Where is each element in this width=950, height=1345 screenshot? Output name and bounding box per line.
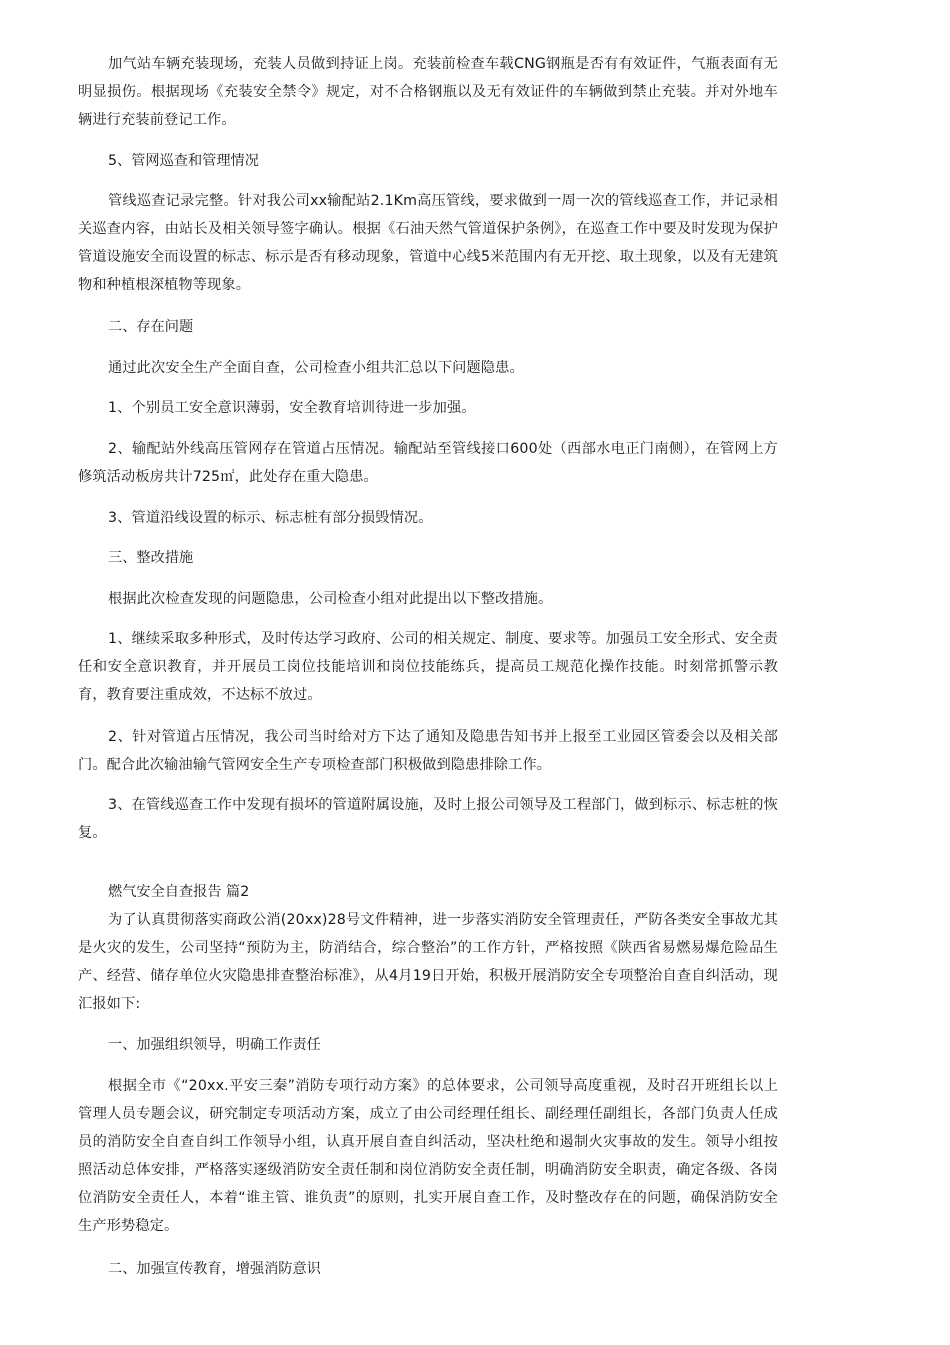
paragraph-problems-intro: 通过此次安全生产全面自查，公司检查小组共汇总以下问题隐患。 xyxy=(108,360,524,376)
heading-existing-problems: 二、存在问题 xyxy=(108,319,194,335)
paragraph-rectification-intro: 根据此次检查发现的问题隐患，公司检查小组对此提出以下整改措施。 xyxy=(108,591,553,607)
heading-pipeline-inspection: 5、管网巡查和管理情况 xyxy=(108,153,259,169)
paragraph-problem-1: 1、个别员工安全意识薄弱，安全教育培训待进一步加强。 xyxy=(108,400,476,416)
heading-rectification: 三、整改措施 xyxy=(108,550,194,566)
paragraph-measure-3: 3、在管线巡查工作中发现有损坏的管道附属设施，及时上报公司领导及工程部门，做到标示、标志桩的恢复。 xyxy=(78,797,778,841)
paragraph-organization: 根据全市《“20xx.平安三秦”消防专项行动方案》的总体要求，公司领导高度重视，及时召开班组长以上管理人员专题会议，研究制定专项活动方案，成立了由公司经理任组长、副经理任副组长，各部门负责人任成员的消防安全自查自纠工作领导小组，认真开展自查自纠活动，坚决杜绝和遏制火灾事故的发生。领导小组按照活动总体安排，严格落实逐级消防安全责任制和岗位消防安全责任制，明确消防安全职责，确定各级、各岗位消防安全责任人，本着“谁主管、谁负责”的原则，扎实开展自查工作，及时整改存在的问题，确保消防安全生产形势稳定。 xyxy=(78,1078,778,1234)
paragraph-part2-intro: 为了认真贯彻落实商政公消(20xx)28号文件精神，进一步落实消防安全管理责任，严防各类安全事故尤其是火灾的发生，公司坚持“预防为主，防消结合，综合整治”的工作方针，严格按照《陕西省易燃易爆危险品生产、经营、储存单位火灾隐患排查整治标准》，从4月19日开始，积极开展消防安全专项整治自查自纠活动，现汇报如下: xyxy=(78,912,778,1012)
paragraph-problem-2: 2、输配站外线高压管网存在管道占压情况。输配站至管线接口600处（西部水电正门南侧），在管网上方修筑活动板房共计725㎡，此处存在重大隐患。 xyxy=(78,441,778,485)
paragraph-problem-3: 3、管道沿线设置的标示、标志桩有部分损毁情况。 xyxy=(108,510,433,526)
heading-organization: 一、加强组织领导，明确工作责任 xyxy=(108,1037,321,1053)
paragraph-cng-filling: 加气站车辆充装现场，充装人员做到持证上岗。充装前检查车载CNG钢瓶是否有有效证件，气瓶表面有无明显损伤。根据现场《充装安全禁令》规定，对不合格钢瓶以及无有效证件的车辆做到禁止充装。并对外地车辆进行充装前登记工作。 xyxy=(78,56,778,128)
section-title-part-2: 燃气安全自查报告 篇2 xyxy=(108,884,250,900)
paragraph-measure-2: 2、针对管道占压情况，我公司当时给对方下达了通知及隐患告知书并上报至工业园区管委会以及相关部门。配合此次输油输气管网安全生产专项检查部门积极做到隐患排除工作。 xyxy=(78,729,778,773)
heading-publicity: 二、加强宣传教育，增强消防意识 xyxy=(108,1261,321,1277)
paragraph-measure-1: 1、继续采取多种形式，及时传达学习政府、公司的相关规定、制度、要求等。加强员工安全形式、安全责任和安全意识教育，并开展员工岗位技能培训和岗位技能练兵，提高员工规范化操作技能。时刻常抓警示教育，教育要注重成效，不达标不放过。 xyxy=(78,631,778,703)
paragraph-pipeline-records: 管线巡查记录完整。针对我公司xx输配站2.1Km高压管线，要求做到一周一次的管线巡查工作，并记录相关巡查内容，由站长及相关领导签字确认。根据《石油天然气管道保护条例》，在巡查工作中要及时发现为保护管道设施安全而设置的标志、标示是否有移动现象，管道中心线5米范围内有无开挖、取土现象，以及有无建筑物和种植根深植物等现象。 xyxy=(78,193,778,293)
